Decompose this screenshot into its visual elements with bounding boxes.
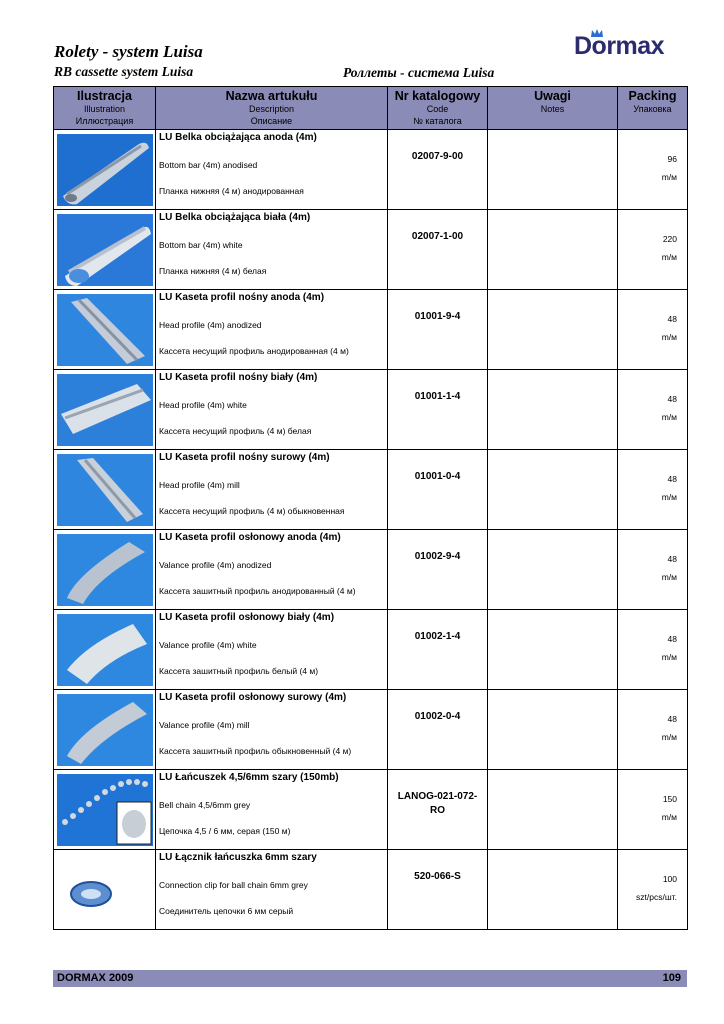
- logo-text: Dormax: [574, 32, 665, 60]
- header-notes: [488, 87, 618, 130]
- name-ru: Кассета несущий профиль анодированная (4 м): [159, 346, 349, 356]
- name-pl: LU Łańcuszek 4,5/6mm szary (150mb): [159, 772, 339, 783]
- valance-profile-mill-image: [57, 694, 153, 766]
- description-cell: [156, 610, 388, 690]
- table-row: [54, 530, 688, 610]
- table-row: [54, 130, 688, 210]
- header-packing-main: Packing: [628, 89, 677, 103]
- packing-cell: [618, 850, 688, 930]
- packing-cell: [618, 130, 688, 210]
- header-packing: [618, 87, 688, 130]
- name-ru: Кассета зашитный профиль анодированный (4 м): [159, 586, 356, 596]
- pack-unit: m/м: [661, 412, 677, 422]
- notes-cell: [488, 770, 618, 850]
- header-code: [388, 87, 488, 130]
- illustration-cell: [54, 850, 156, 930]
- code-cell: [388, 850, 488, 930]
- illustration-cell: [54, 130, 156, 210]
- page-title: Rolety - system Luisa: [54, 42, 203, 61]
- header-illustration-en: Illustration: [83, 104, 126, 114]
- name-en: Valance profile (4m) anodized: [159, 560, 272, 570]
- name-pl: LU Kaseta profil osłonowy anoda (4m): [159, 532, 341, 543]
- name-pl: LU Kaseta profil nośny biały (4m): [159, 372, 318, 383]
- code-cell: [388, 770, 488, 850]
- page-subtitle-ru: Роллеты - система Luisa: [343, 65, 495, 80]
- catalog-code: 02007-9-00: [411, 151, 464, 162]
- illustration-cell: [54, 290, 156, 370]
- catalog-code: 01002-1-4: [414, 631, 461, 642]
- illustration-cell: [54, 690, 156, 770]
- name-ru: Цепочка 4,5 / 6 мм, серая (150 м): [159, 826, 291, 836]
- name-pl: LU Belka obciążająca anoda (4m): [159, 132, 317, 143]
- catalog-code-line1: LANOG-021-072-: [397, 791, 478, 802]
- notes-cell: [488, 690, 618, 770]
- illustration-cell: [54, 530, 156, 610]
- pack-qty: 96: [667, 154, 677, 164]
- catalog-code: 01001-0-4: [414, 471, 461, 482]
- packing-cell: [618, 370, 688, 450]
- packing-cell: [618, 290, 688, 370]
- page-subtitle-en: RB cassette system Luisa: [54, 64, 194, 79]
- head-profile-white-image: [57, 374, 153, 446]
- packing-info: [618, 690, 687, 746]
- name-en: Valance profile (4m) mill: [159, 720, 250, 730]
- packing-info: [618, 210, 687, 266]
- packing-cell: [618, 210, 688, 290]
- name-ru: Кассета несущий профиль (4 м) белая: [159, 426, 312, 436]
- header-notes-main: Uwagi: [534, 89, 571, 103]
- catalog-code: [388, 770, 487, 818]
- description-cell: [156, 130, 388, 210]
- packing-info: [618, 130, 687, 186]
- code-cell: [388, 530, 488, 610]
- dormax-logo: [574, 28, 674, 62]
- pack-unit: m/м: [661, 812, 677, 822]
- code-cell: [388, 130, 488, 210]
- notes-cell: [488, 370, 618, 450]
- name-ru: Соединитель цепочки 6 мм серый: [159, 906, 294, 916]
- header-name-main: Nazwa artukułu: [225, 89, 318, 103]
- pack-qty: 48: [667, 714, 677, 724]
- packing-cell: [618, 610, 688, 690]
- table-row: [54, 450, 688, 530]
- packing-cell: [618, 530, 688, 610]
- head-profile-anodized-image: [57, 294, 153, 366]
- bottom-bar-white-image: [57, 214, 153, 286]
- illustration-cell: [54, 210, 156, 290]
- notes-cell: [488, 850, 618, 930]
- page-footer: [53, 970, 687, 987]
- ball-chain-image: [57, 774, 153, 846]
- description-cell: [156, 290, 388, 370]
- packing-info: [618, 770, 687, 826]
- illustration-cell: [54, 610, 156, 690]
- pack-qty: 48: [667, 394, 677, 404]
- notes-cell: [488, 130, 618, 210]
- illustration-cell: [54, 450, 156, 530]
- description-cell: [156, 770, 388, 850]
- packing-cell: [618, 690, 688, 770]
- code-cell: [388, 210, 488, 290]
- table-row: [54, 770, 688, 850]
- packing-cell: [618, 450, 688, 530]
- name-en: Head profile (4m) anodized: [159, 320, 262, 330]
- pack-qty: 100: [662, 874, 677, 884]
- catalog-code: 01001-1-4: [414, 391, 461, 402]
- name-pl: LU Belka obciążająca biała (4m): [159, 212, 311, 223]
- notes-cell: [488, 290, 618, 370]
- code-cell: [388, 690, 488, 770]
- table-row: [54, 290, 688, 370]
- pack-unit: m/м: [661, 652, 677, 662]
- footer-left: DORMAX 2009: [57, 972, 134, 984]
- pack-unit: m/м: [661, 252, 677, 262]
- packing-info: [618, 450, 687, 506]
- packing-info: [618, 850, 687, 906]
- notes-cell: [488, 530, 618, 610]
- catalog-code: 01001-9-4: [414, 311, 461, 322]
- chain-clip-image: [57, 854, 153, 926]
- header-code-en: Code: [426, 104, 449, 114]
- illustration-cell: [54, 370, 156, 450]
- header-illustration: [54, 87, 156, 130]
- packing-info: [618, 530, 687, 586]
- pack-qty: 48: [667, 474, 677, 484]
- pack-unit: m/м: [661, 172, 677, 182]
- description-cell: [156, 530, 388, 610]
- packing-info: [618, 610, 687, 666]
- header-code-main: Nr katalogowy: [394, 89, 481, 103]
- notes-cell: [488, 210, 618, 290]
- name-ru: Кассета несущий профиль (4 м) обыкновенная: [159, 506, 345, 516]
- table-row: [54, 370, 688, 450]
- description-cell: [156, 210, 388, 290]
- catalog-code: 520-066-S: [414, 871, 461, 882]
- pack-unit: m/м: [661, 572, 677, 582]
- name-ru: Планка нижняя (4 м) белая: [159, 266, 267, 276]
- pack-qty: 220: [662, 234, 677, 244]
- name-pl: LU Kaseta profil nośny anoda (4m): [159, 292, 325, 303]
- name-en: Head profile (4m) white: [159, 400, 247, 410]
- code-cell: [388, 610, 488, 690]
- description-cell: [156, 370, 388, 450]
- name-en: Bell chain 4,5/6mm grey: [159, 800, 251, 810]
- packing-info: [618, 290, 687, 346]
- description-cell: [156, 450, 388, 530]
- page-number: 109: [662, 972, 681, 984]
- pack-unit: m/м: [661, 732, 677, 742]
- table-row: [54, 610, 688, 690]
- header-illustration-main: Ilustracja: [77, 89, 132, 103]
- pack-unit: m/м: [661, 492, 677, 502]
- catalog-code: 01002-0-4: [414, 711, 461, 722]
- name-pl: LU Kaseta profil nośny surowy (4m): [159, 452, 330, 463]
- catalog-code-line2: RO: [430, 805, 445, 816]
- pack-unit: m/м: [661, 332, 677, 342]
- code-cell: [388, 370, 488, 450]
- header-name-en: Description: [248, 104, 295, 114]
- illustration-cell: [54, 770, 156, 850]
- name-ru: Кассета зашитный профиль белый (4 м): [159, 666, 319, 676]
- notes-cell: [488, 450, 618, 530]
- packing-cell: [618, 770, 688, 850]
- packing-info: [618, 370, 687, 426]
- name-pl: LU Kaseta profil osłonowy surowy (4m): [159, 692, 347, 703]
- valance-profile-white-image: [57, 614, 153, 686]
- pack-qty: 48: [667, 634, 677, 644]
- table-row: [54, 690, 688, 770]
- bottom-bar-anodized-image: [57, 134, 153, 206]
- name-ru: Кассета зашитный профиль обыкновенный (4 м): [159, 746, 352, 756]
- pack-qty: 150: [662, 794, 677, 804]
- table-row: [54, 210, 688, 290]
- product-table: [53, 86, 688, 930]
- header-name-ru: Описание: [250, 116, 293, 126]
- name-en: Connection clip for ball chain 6mm grey: [159, 880, 308, 890]
- pack-qty: 48: [667, 554, 677, 564]
- name-en: Head profile (4m) mill: [159, 480, 240, 490]
- header-packing-ru: Упаковка: [633, 104, 672, 114]
- name-en: Bottom bar (4m) white: [159, 240, 243, 250]
- header-code-ru: № каталога: [413, 116, 462, 126]
- notes-cell: [488, 610, 618, 690]
- pack-unit: szt/pcs/шт.: [636, 892, 677, 902]
- code-cell: [388, 290, 488, 370]
- head-profile-mill-image: [57, 454, 153, 526]
- valance-profile-anodized-image: [57, 534, 153, 606]
- catalog-code: 01002-9-4: [414, 551, 461, 562]
- header-name: [156, 87, 388, 130]
- pack-qty: 48: [667, 314, 677, 324]
- name-en: Bottom bar (4m) anodised: [159, 160, 258, 170]
- name-pl: LU Łącznik łańcuszka 6mm szary: [159, 852, 317, 863]
- name-en: Valance profile (4m) white: [159, 640, 257, 650]
- name-ru: Планка нижняя (4 м) анодированная: [159, 186, 304, 196]
- header-illustration-ru: Иллюстрация: [75, 116, 134, 126]
- description-cell: [156, 690, 388, 770]
- description-cell: [156, 850, 388, 930]
- catalog-code: 02007-1-00: [411, 231, 464, 242]
- name-pl: LU Kaseta profil osłonowy biały (4m): [159, 612, 335, 623]
- table-header-row: [54, 87, 688, 130]
- header-notes-en: Notes: [540, 104, 565, 114]
- table-row: [54, 850, 688, 930]
- code-cell: [388, 450, 488, 530]
